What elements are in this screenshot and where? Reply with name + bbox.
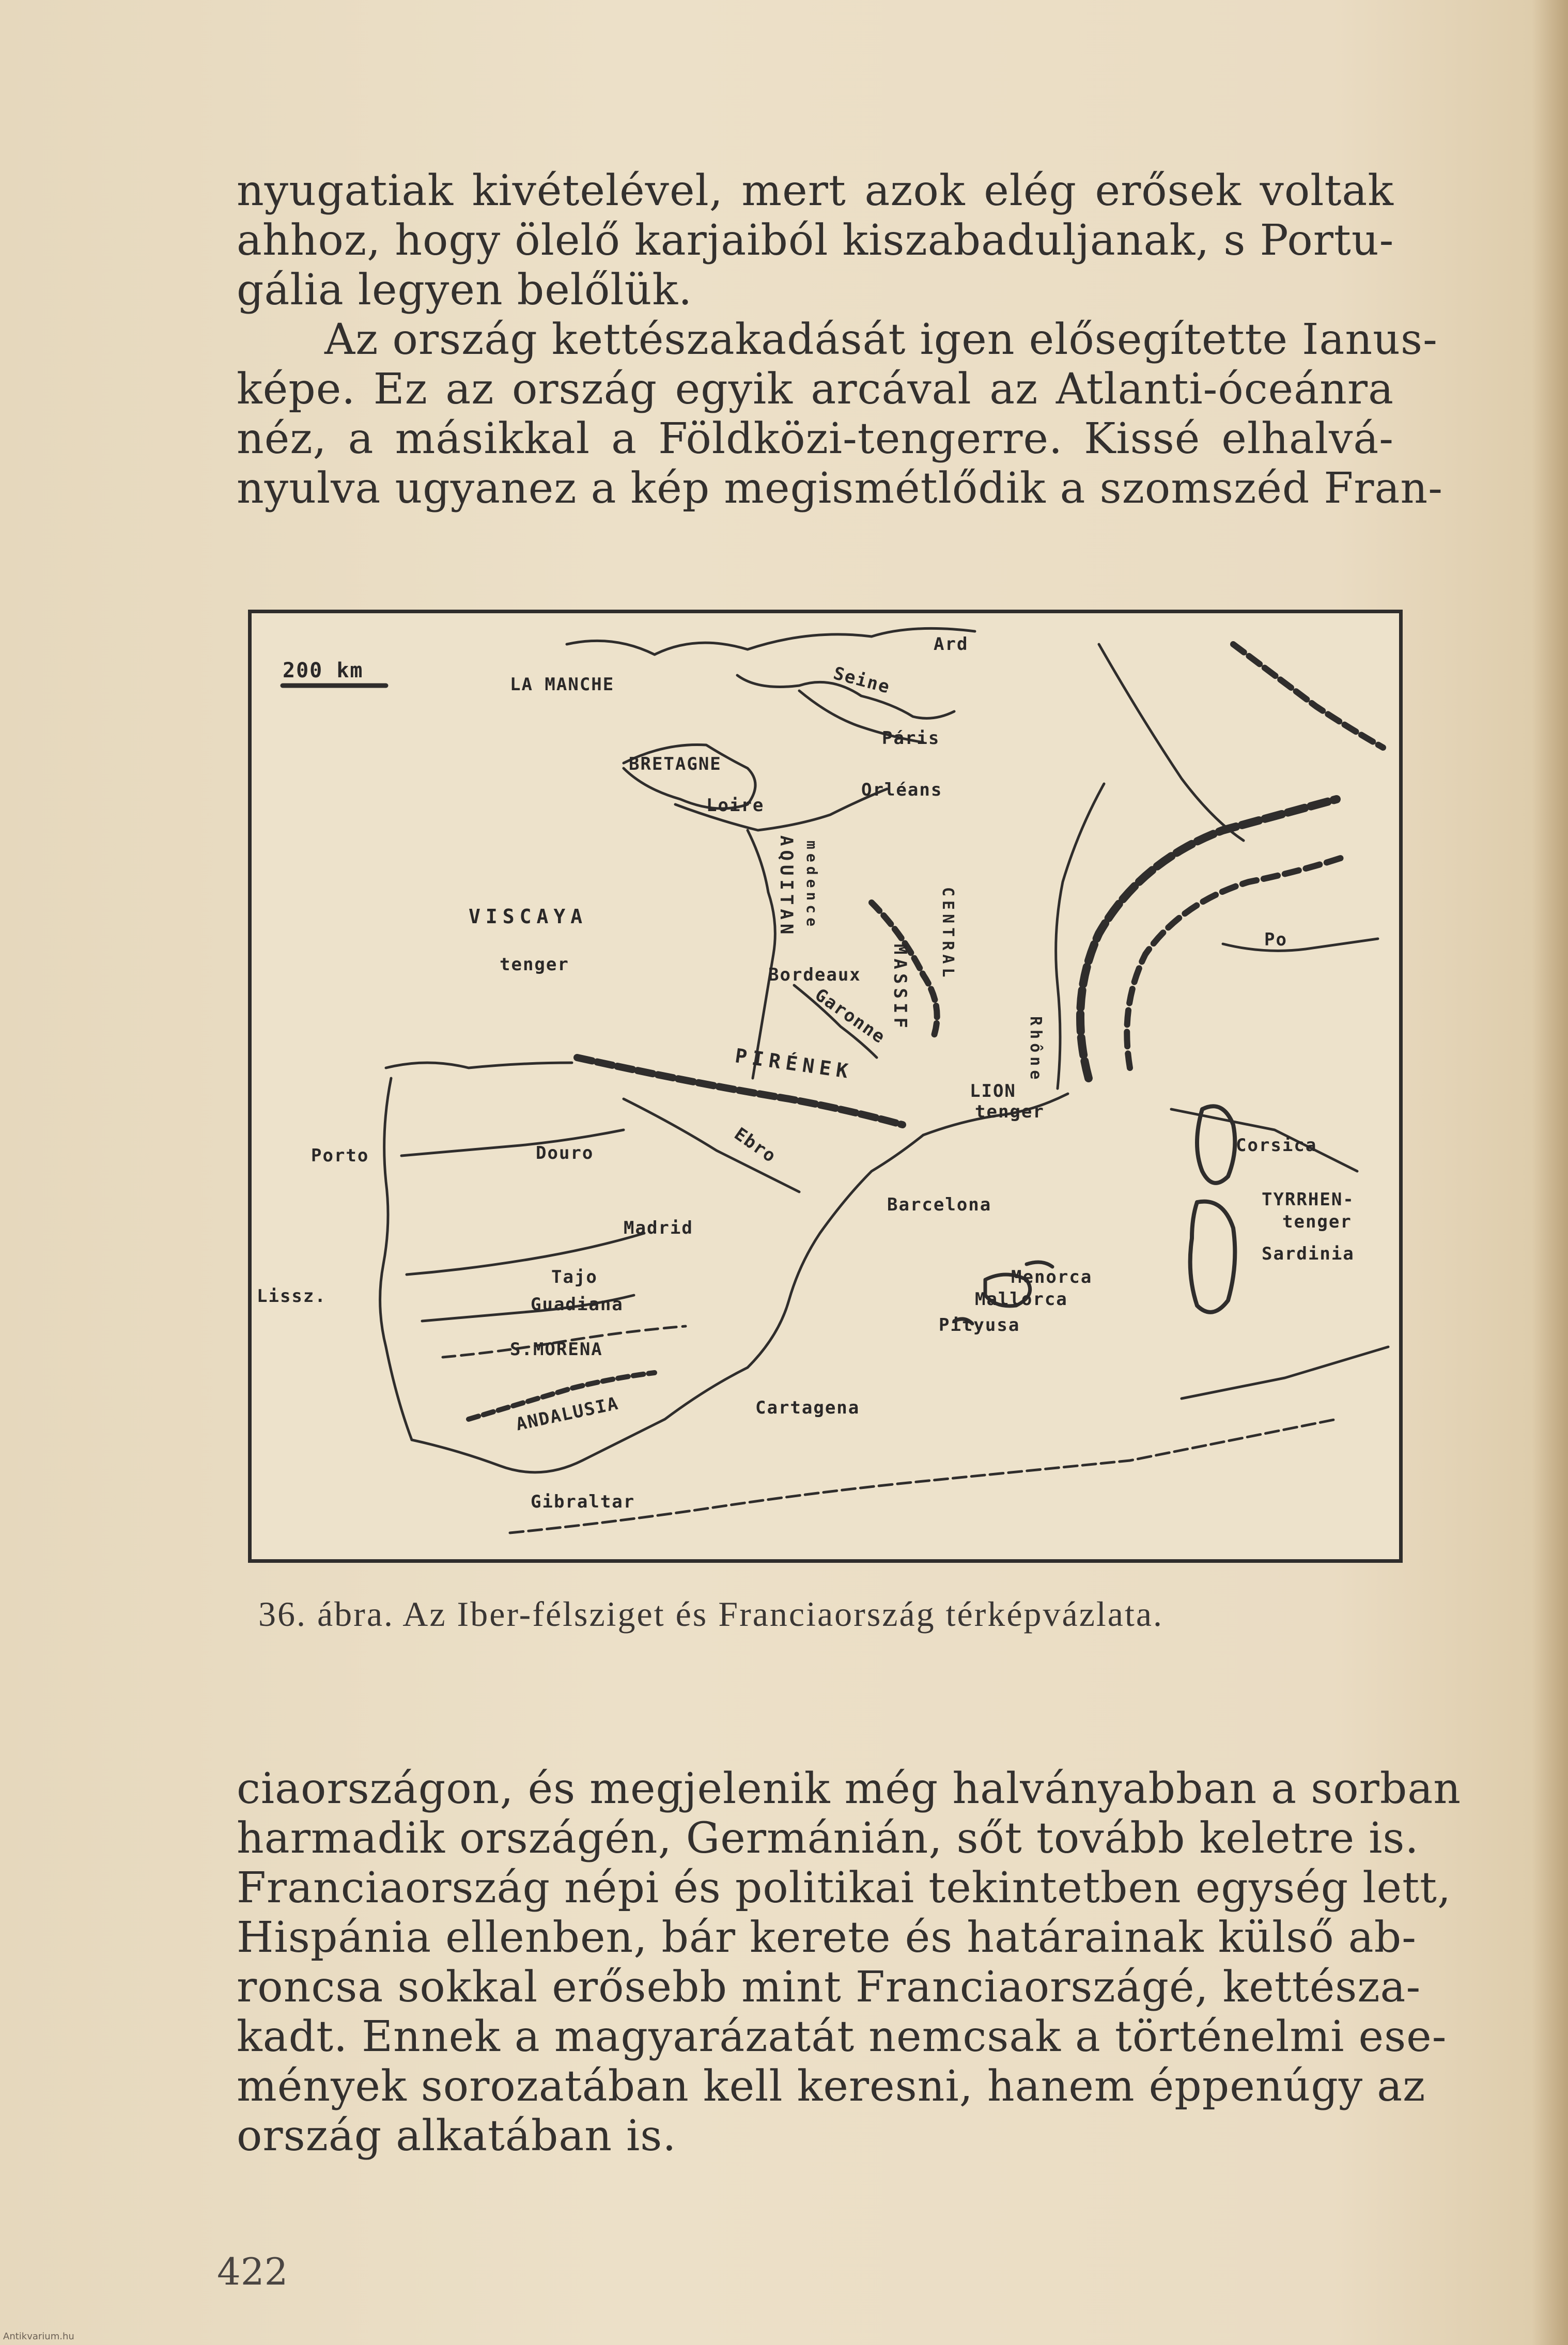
label-barcelona: Barcelona [887, 1194, 992, 1215]
label-tajo: Tajo [551, 1267, 598, 1287]
label-orleans: Orléans [861, 780, 943, 800]
label-pirenek: PIRÉNEK [734, 1044, 855, 1083]
label-pityusa: Pityusa [939, 1315, 1020, 1335]
label-porto: Porto [311, 1145, 369, 1166]
label-madrid: Madrid [624, 1218, 693, 1238]
label-garonne: Garonne [811, 984, 890, 1048]
label-andalusia: ANDALUSIA [514, 1393, 621, 1435]
label-lisszabon: Lissz. [257, 1286, 327, 1307]
text-line: Franciaország népi és politikai tekintetben egység lett, [237, 1863, 1452, 1913]
map-figure [248, 610, 1403, 1563]
label-ebro: Ebro [730, 1123, 781, 1168]
label-s-morena: S.MORENA [510, 1339, 603, 1360]
watermark: Antikvarium.hu [3, 2331, 74, 2342]
page-number: 422 [217, 2250, 288, 2293]
label-mallorca: Mallorca [975, 1289, 1068, 1310]
text-line: gália legyen belőlük. [237, 266, 693, 315]
label-aquitan: AQUITAN [776, 835, 797, 939]
label-viscaya-tenger: tenger [500, 954, 569, 975]
label-corsica: Corsica [1236, 1135, 1317, 1156]
label-rhone: Rhône [1027, 1016, 1045, 1084]
figure-caption: 36. ábra. Az Iber-félsziget és Franciaország térképvázlata. [258, 1594, 1164, 1634]
page-edge-shadow [1532, 0, 1568, 2345]
text-line: kadt. Ennek a magyarázatát nemcsak a történelmi ese- [237, 2012, 1447, 2061]
label-sardinia: Sardinia [1262, 1244, 1355, 1264]
text-line: nyulva ugyanez a kép megismétlődik a szomszéd Fran- [237, 464, 1443, 513]
text-line: roncsa sokkal erősebb mint Franciaországé, kettésza- [237, 1963, 1421, 2012]
label-paris: Páris [882, 728, 940, 749]
text-line: ciaországon, és megjelenik még halványabban a sorban [237, 1764, 1462, 1813]
label-loire: Loire [706, 795, 765, 816]
label-massif: MASSIF [890, 944, 910, 1032]
text-line: néz, a másikkal a Földközi-tengerre. Kissé elhalvá- [237, 414, 1394, 463]
label-viscaya: VISCAYA [469, 905, 588, 928]
label-menorca: Menorca [1011, 1267, 1093, 1287]
text-line: Hispánia ellenben, bár kerete és határainak külső ab- [237, 1913, 1417, 1962]
paragraph-top [237, 166, 1443, 514]
label-lion-tenger: tenger [975, 1101, 1045, 1122]
scale-label: 200 km [283, 659, 364, 682]
label-central: CENTRAL [939, 887, 957, 982]
label-guadiana: Guadiana [531, 1294, 624, 1315]
label-tyrrhen-tenger: tenger [1282, 1212, 1352, 1232]
label-ardennes: Ard [934, 634, 969, 655]
label-seine: Seine [831, 663, 893, 698]
label-bretagne: BRETAGNE [629, 754, 722, 774]
text-line: képe. Ez az ország egyik arcával az Atlanti-óceánra [237, 365, 1394, 414]
text-line: ahhoz, hogy ölelő karjaiból kiszabaduljanak, s Portu- [237, 216, 1394, 265]
label-cartagena: Cartagena [755, 1397, 860, 1418]
label-bordeaux: Bordeaux [768, 965, 861, 985]
text-line: mények sorozatában kell keresni, hanem éppenúgy az [237, 2062, 1426, 2111]
label-gibraltar: Gibraltar [531, 1492, 635, 1512]
label-medence: medence [803, 841, 820, 931]
label-tyrrhen: TYRRHEN- [1262, 1189, 1355, 1210]
text-line: Az ország kettészakadását igen elősegítette Ianus- [324, 315, 1438, 364]
paragraph-bottom [237, 1764, 1462, 2161]
text-line: ország alkatában is. [237, 2111, 677, 2161]
label-po: Po [1264, 929, 1287, 950]
label-lion: LION [970, 1081, 1016, 1101]
label-douro: Douro [536, 1143, 594, 1163]
label-la-manche: LA MANCHE [510, 674, 615, 695]
text-line: harmadik országén, Germánián, sőt tovább keletre is. [237, 1814, 1419, 1863]
text-line: nyugatiak kivételével, mert azok elég erősek voltak [237, 166, 1394, 215]
